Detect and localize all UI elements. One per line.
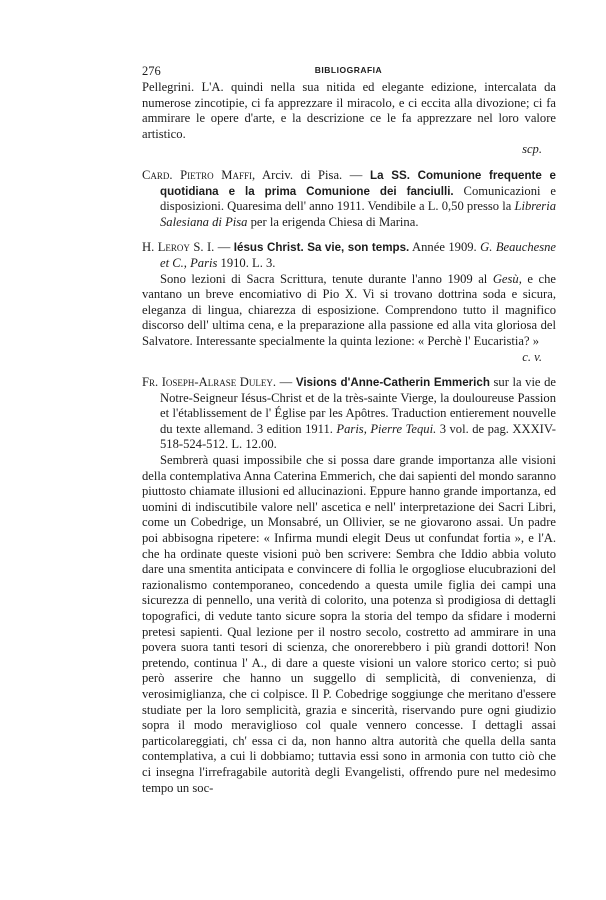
review-entry — [142, 168, 556, 230]
entry-review-text — [142, 272, 556, 366]
entry-title: Visions d'Anne-Catherin Emmerich — [295, 376, 490, 390]
previous-review-tail — [142, 80, 556, 158]
running-title: BIBLIOGRAFIA — [314, 65, 383, 75]
review-text-part: Sono lezioni di Sacra Scrittura, tenute durante l'anno 1909 al — [160, 271, 493, 286]
entry-heading — [142, 375, 556, 453]
entry-author: Card. Pietro Maffi, — [142, 167, 256, 182]
review-text-part: e che vantano un breve encomiativo di Pio X. Vi si trovano dottrina soda e sicura, eleganza di lingua, chiarezza di esposizione. Comprendono tutto il magnifico discorso dell' ultima cena, e la preparazione alla passione ed alla vita gloriosa del Salvatore. Interessante specialmente la quinta lezione: « Perchè l' Eucaristia? » — [142, 271, 556, 348]
entry-details-end: 3 vol. de pag. XXXIV-518-524-512. L. 12.00. — [160, 421, 557, 452]
entry-dash: — — [276, 375, 296, 390]
entry-publisher: Paris, Pierre Tequi. — [336, 421, 437, 436]
entry-description: Comunicazioni e disposizioni. Quaresima dell' anno 1911. Vendibile a L. 0,50 presso la — [160, 183, 556, 214]
page-body — [142, 80, 556, 796]
entry-title: Iésus Christ. Sa vie, son temps. — [233, 241, 410, 255]
entry-author: H. Leroy — [142, 240, 190, 255]
entry-details: sur la vie de Notre-Seigneur Iésus-Christ et de la très-sainte Vierge, la douloureuse Passion et l'établissement de l' Église par les Apôtres. Traduction entierement nouvelle du texte allemand. 3 edition 1911. — [160, 375, 556, 436]
entry-author: Fr. Ioseph-Alrase Duley. — [142, 375, 277, 390]
entry-role: Arciv. di Pisa. — — [255, 167, 371, 182]
entry-description-end: per la erigenda Chiesa di Marina. — [247, 214, 419, 229]
entry-publisher: G. Beauchesne et C., Paris — [160, 240, 556, 270]
review-entry — [142, 375, 556, 796]
signature: c. v. — [522, 349, 542, 364]
entry-year: Année 1909. — [409, 240, 481, 255]
entry-heading — [142, 168, 556, 230]
page-number: 276 — [142, 64, 161, 78]
review-text-italic: Gesù, — [492, 271, 522, 286]
entry-review-text: Sembrerà quasi impossibile che si possa dare grande importanza alle visioni della contemplativa Anna Caterina Emmerich, che dai sapienti del mondo saranno piuttosto chiamate illusioni ed allucinazioni. Eppure hanno grande importanza, ed uomini di indiscutibile valore nell' ascetica e nell' interpretazione dei Sacri Libri, come un Cobedrige, un Monsabré, un Ollivier, se ne giovarono assai. Un padre poi abbisogna ripetere: « Infirma mundi elegit Deus ut confundat fortia », e l'A. che ha ordinate queste visioni può ben scrivere: Sembra che Iddio abbia voluto dare una smentita anticipata e convincere di follia le orgogliose elucubrazioni del razionalismo contemporaneo, concedendo a questa umile figlia dei campi una sicurezza di pennello, una verità di colorito, una potenza sì prodigiosa di dettagli topografici, di vedute tanto sicure sopra la storia del tempo da sfidare i moderni pretesi sapienti. Qual lezione per il nostro secolo, costretto ad ammirare in una povera suora tanti tesori di scienza, che onorerebbero i più grandi dottori! Non pretendo, continua l' A., di dare a queste visioni un valore storico certo; si può però asserire che hanno un suggello di semplicità, di convenienza, di verosimiglianza, che ci colpisce. Il P. Cobedrige soggiunge che meritano d'essere studiate per la loro semplicità, grazia e sincerità, riservando pure ogni giudizio sopra il modo meraviglioso col quale vennero concesse. I dettagli assai particolareggiati, ch' essa ci da, non hanno altra autorità che quella della santa contemplativa, a cui li dobbiamo; tuttavia essi sono in armonia con tutto ciò che ci insegna l'irrefragabile autorità degli Evangelisti, offrendo pure nel medesimo tempo un soc- — [142, 453, 556, 795]
signature: scp. — [522, 142, 542, 157]
entry-heading — [142, 240, 556, 271]
review-entry — [142, 240, 556, 365]
entry-details: 1910. L. 3. — [217, 255, 276, 270]
entry-publisher: Libreria Salesiana di Pisa — [160, 199, 557, 229]
running-header — [142, 64, 555, 80]
entry-role: S. I. — — [189, 240, 234, 255]
entry-title: La SS. Comunione frequente e quotidiana e la prima Comunione dei fanciulli. — [160, 168, 556, 198]
previous-review-text: Pellegrini. L'A. quindi nella sua nitida ed elegante edizione, intercalata da numerose zincotipie, ci fa apprezzare il miracolo, e ci eccita alla divozione; ci fa ammirare le opere d'arte, e la descrizione ce le fa apprezzare nel loro valore artistico. — [142, 80, 556, 141]
